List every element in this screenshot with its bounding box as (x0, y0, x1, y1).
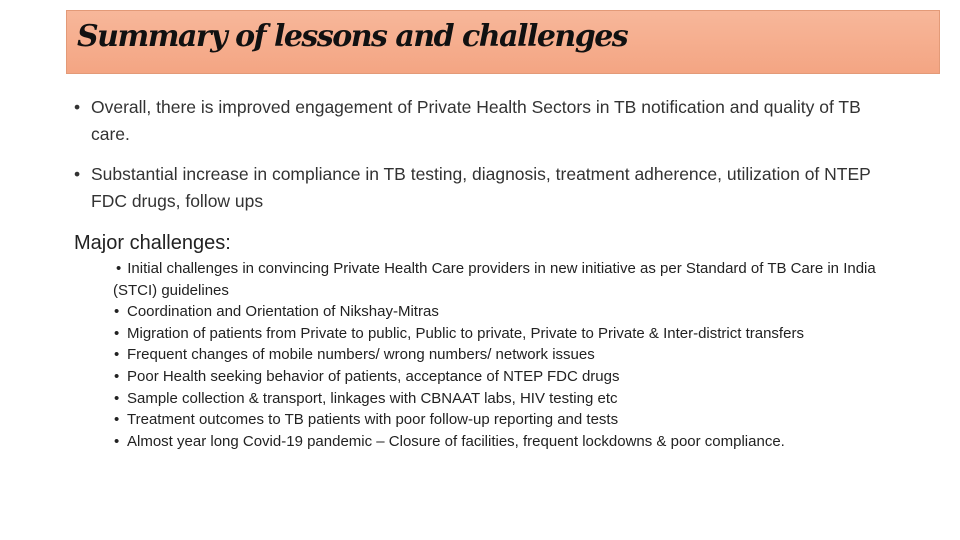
slide-title: Summary of lessons and challenges (77, 19, 628, 54)
challenges-list (113, 258, 903, 452)
challenge-item: • Treatment outcomes to TB patients with poor follow-up reporting and tests (113, 409, 903, 431)
summary-bullet-list (74, 94, 894, 215)
major-challenges-heading: Major challenges: (74, 232, 231, 254)
summary-bullet: • Substantial increase in compliance in TB testing, diagnosis, treatment adherence, utilization of NTEP FDC drugs, follow ups (74, 161, 894, 215)
challenge-item: • Migration of patients from Private to public, Public to private, Private to Private & Inter-district transfers (113, 323, 903, 345)
summary-bullet: • Overall, there is improved engagement of Private Health Sectors in TB notification and quality of TB care. (74, 94, 894, 148)
challenge-item (113, 258, 903, 301)
bullet-marker: • (116, 260, 122, 277)
challenge-item: • Sample collection & transport, linkages with CBNAAT labs, HIV testing etc (113, 388, 903, 410)
challenge-item: • Almost year long Covid-19 pandemic – Closure of facilities, frequent lockdowns & poor compliance. (113, 431, 903, 453)
challenge-text: Initial challenges in convincing Private Health Care providers in new initiative as per Standard of TB Care in India (STCI) guidelines (113, 260, 876, 299)
challenge-item: • Frequent changes of mobile numbers/ wrong numbers/ network issues (113, 344, 903, 366)
challenge-item: • Coordination and Orientation of Nikshay-Mitras (113, 301, 903, 323)
title-banner (66, 10, 940, 74)
challenge-item: • Poor Health seeking behavior of patients, acceptance of NTEP FDC drugs (113, 366, 903, 388)
